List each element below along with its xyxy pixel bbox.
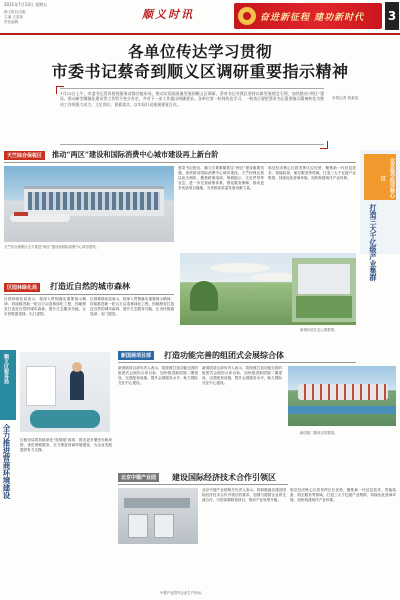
- masthead-info-line: 责任编辑: [4, 20, 19, 24]
- paper-name: 顺义时讯: [142, 8, 194, 21]
- intro-text: 7月12日上午，市委书记蔡奇围绕服务首都功能布局，推动实现高质量发展到顺义区调研。蔡奇书记对我区坚持以新发展理念引领，加快推动“两区”建设，推动新型城镇化建设等工作给予充分肯定，并对下一步工作提出明确要求。各单位第一时间传达学习，一致表示要把蔡奇书记重要指示精神转化为推动工作的强大动力，立足岗位、狠抓落实，以实际行动迎接建党百年。: [60, 91, 324, 107]
- article-column: 区园林绿化局表示，将深入贯彻落实重要指示精神，持续推进新一轮百万亩造林绿化工程，因地制宜打造近自然的城市森林，提升生态服务功能，让市民推窗见绿、出门进园。: [90, 297, 174, 316]
- masthead-info-line: 顺义报社出版: [4, 10, 26, 14]
- section-tag: 新国展项目部: [118, 351, 154, 360]
- page-number: 3: [385, 2, 399, 30]
- photo-caption: 中德产业园内企业生产车间。: [160, 591, 205, 595]
- tax-hall-photo: [20, 352, 110, 432]
- article-column: 北京中德产业园相关负责人表示，将积极落实建设国际经济技术合作引领区的要求，加强与德国企业的交流合作，引进高端制造项目，推动产业转型升级。: [202, 488, 286, 502]
- masthead-info-line: 主编 王某某: [4, 15, 24, 19]
- main-headline: [0, 42, 400, 82]
- article-column: 新国展项目部负责人表示，将按照打造功能完善的组团式会展综合体目标，加快推进新国展二期建设，完善配套设施，提升会展服务水平，助力国际交往中心建设。: [202, 366, 282, 385]
- section-title: 建设国际经济技术合作引领区: [172, 472, 276, 482]
- park-inset-photo: [292, 258, 356, 322]
- photo-caption: 天竺综合保税区全力推进“两区”建设和国际消费中心城市建设。: [4, 245, 100, 249]
- masthead: [0, 0, 400, 34]
- intro-corner-mark: [320, 141, 328, 149]
- intro-box: [60, 88, 324, 145]
- photo-caption: 新城东部生态公园景观。: [300, 328, 338, 332]
- section-title: 打造功能完善的组团式会展综合体: [164, 350, 284, 360]
- article-column: 区税务局将持续深化“放管服”改革，推出更多便民办税举措，优化纳税服务，全力推进营商环境建设，为企业发展提供有力支撑。: [20, 438, 112, 452]
- airport-terminal-photo: [4, 166, 174, 242]
- rail-section-tag: 北京临空经济核心区: [364, 154, 396, 200]
- section-tag: 区园林绿化局: [4, 283, 40, 292]
- slogan-banner: [234, 3, 382, 29]
- section-rule: [4, 162, 356, 163]
- section-rule: [118, 362, 356, 363]
- section-title: 推动“两区”建设和国际消费中心城市建设再上新台阶: [52, 150, 219, 159]
- factory-photo: [118, 488, 198, 544]
- article-column: 蔡奇书记指出，顺义区要紧紧抓住“两区”建设重要机遇，加快推动国际消费中心城市建设。天竺综保区将以此为契机，聚焦跨境电商、保税展示、文化贸易等业态，进一步完善政策体系，强化服务保障，推动更多优质项目落地，为首都高质量发展贡献力量。: [178, 166, 264, 190]
- masthead-rule: [0, 33, 400, 35]
- section-tag: 北京中德产业园: [118, 473, 159, 482]
- rail-title: 打造三大千亿级产业集群: [369, 204, 378, 281]
- byline: 本报记者 杨某某: [332, 96, 359, 100]
- left-rail-tag: 顺义区税务局: [3, 354, 9, 384]
- article-column: 临空经济核心区将发挥区位优势，聚焦新一代信息技术、智能装备、航空服务等领域，打造三大千亿级产业集群，持续优化营商环境，加快构建现代产业体系。: [290, 488, 396, 502]
- issue-date: 2021年7月13日 星期五: [4, 2, 48, 7]
- article-column: 新国展项目部负责人表示，将按照打造功能完善的组团式会展综合体目标，加快推进新国展二期建设，完善配套设施，提升会展服务水平，助力国际交往中心建设。: [118, 366, 198, 385]
- section-tag: 天竺综合保税区: [4, 151, 45, 160]
- slogan-text: 奋进新征程 建功新时代: [260, 13, 365, 23]
- headline-line-2: 市委书记蔡奇到顺义区调研重要指示精神: [51, 62, 349, 81]
- article-column: 区园林绿化局表示，将深入贯彻落实重要指示精神，持续推进新一轮百万亩造林绿化工程，因地制宜打造近自然的城市森林，提升生态服务功能，让市民推窗见绿、出门进园。: [4, 297, 86, 316]
- section-rule: [118, 484, 288, 485]
- party-emblem-icon: [238, 7, 256, 25]
- exhibition-center-rendering: [288, 366, 396, 426]
- left-rail-title: 全力推进营商环境建设: [2, 424, 11, 499]
- section-rule: [4, 294, 174, 295]
- headline-line-1: 各单位传达学习贯彻: [127, 42, 272, 61]
- photo-caption: 新国展二期项目效果图。: [300, 431, 338, 435]
- section-title: 打造近自然的城市森林: [50, 281, 130, 291]
- article-column: 临空经济核心区将发挥区位优势，聚焦新一代信息技术、智能装备、航空服务等领域，打造三大千亿级产业集群，持续优化营商环境，加快构建现代产业体系。: [268, 166, 356, 180]
- masthead-info: [4, 10, 60, 25]
